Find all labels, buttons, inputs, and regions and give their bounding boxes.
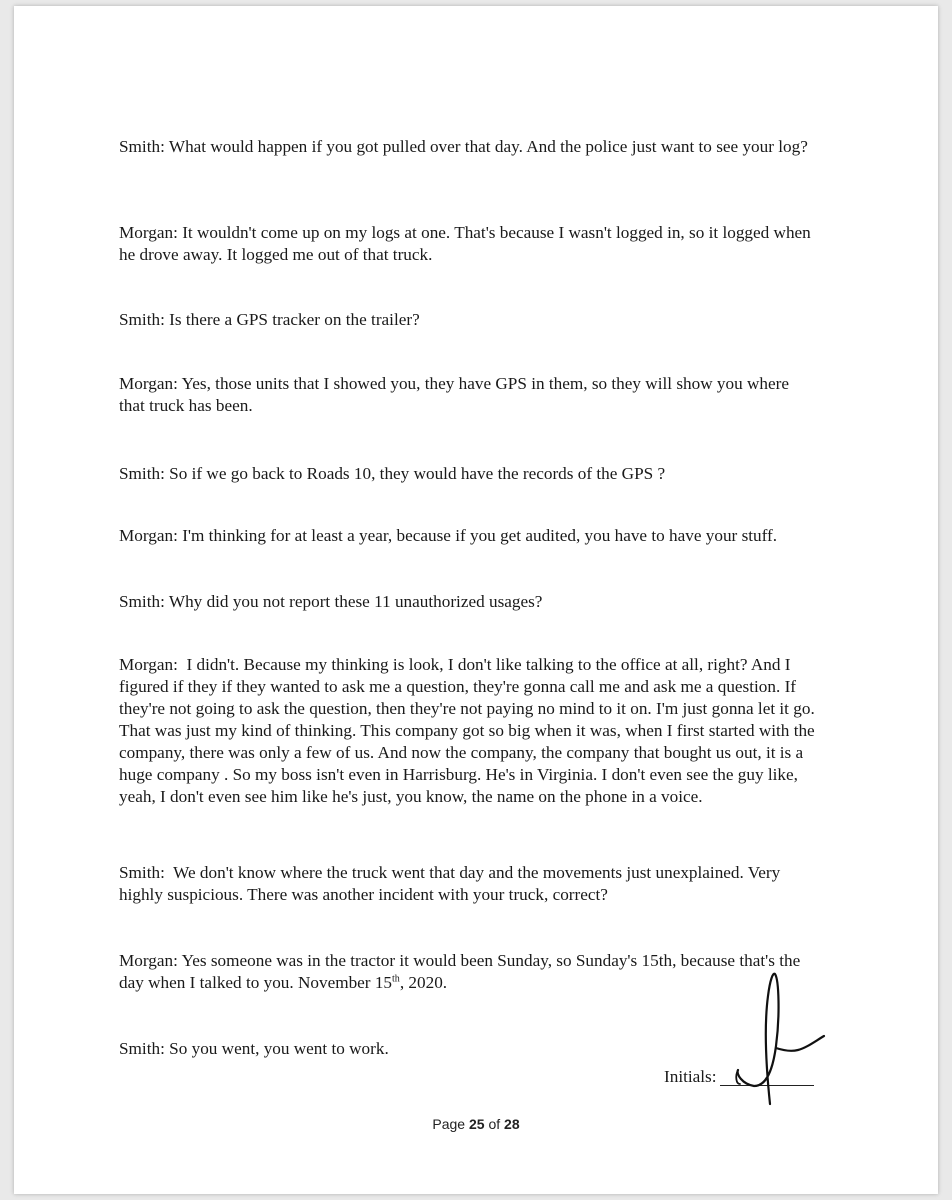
initials-label: Initials: [664, 1067, 717, 1086]
dialogue-line-4: Morgan: Yes, those units that I showed you, they have GPS in them, so they will show you where that truck has been. [119, 374, 789, 415]
dialogue-line-2: Morgan: It wouldn't come up on my logs at one. That's because I wasn't logged in, so it logged when he drove away. It logged me out of that truck. [119, 223, 811, 264]
dialogue-line-5: Smith: So if we go back to Roads 10, they would have the records of the GPS ? [119, 464, 666, 483]
signature-icon [720, 966, 830, 1136]
dialogue-line-11: Smith: So you went, you went to work. [119, 1039, 389, 1058]
dialogue-line-6: Morgan: I'm thinking for at least a year, because if you get audited, you have to have your stuff. [119, 526, 778, 545]
page-total: 28 [504, 1116, 520, 1132]
page-word: Page [432, 1116, 466, 1132]
dialogue-line-8: Morgan: I didn't. Because my thinking is look, I don't like talking to the office at all, right? And I figured if they if they wanted to ask me a question, they're gonna call me and ask me a question. If they're not going to ask the question, then they're not paying no mind to it on. I'm just gonna let it go. That was just my kind of thinking. This company got so big when it was, when I first started with the company, there was only a few of us. And now the company, the company that bought us out, it is a huge company . So my boss isn't even in Harrisburg. He's in Virginia. I don't even see the guy like, yeah, I don't even see him like he's just, you know, the name on the phone in a voice. [119, 655, 819, 806]
page-footer [0, 1116, 952, 1132]
of-word: of [488, 1116, 501, 1132]
dialogue-line-3: Smith: Is there a GPS tracker on the trailer? [119, 310, 420, 329]
dialogue-line-10: Morgan: Yes someone was in the tractor it would been Sunday, so Sunday's 15th, because that's the day when I talked to you. November 15th, 2020. [119, 951, 801, 992]
dialogue-line-9: Smith: We don't know where the truck went that day and the movements just unexplained. Very highly suspicious. There was another incident with your truck, correct? [119, 863, 785, 904]
dialogue-line-1: Smith: What would happen if you got pulled over that day. And the police just want to see your log? [119, 137, 808, 156]
page-number: 25 [468, 1116, 485, 1132]
dialogue-line-7: Smith: Why did you not report these 11 unauthorized usages? [119, 592, 543, 611]
